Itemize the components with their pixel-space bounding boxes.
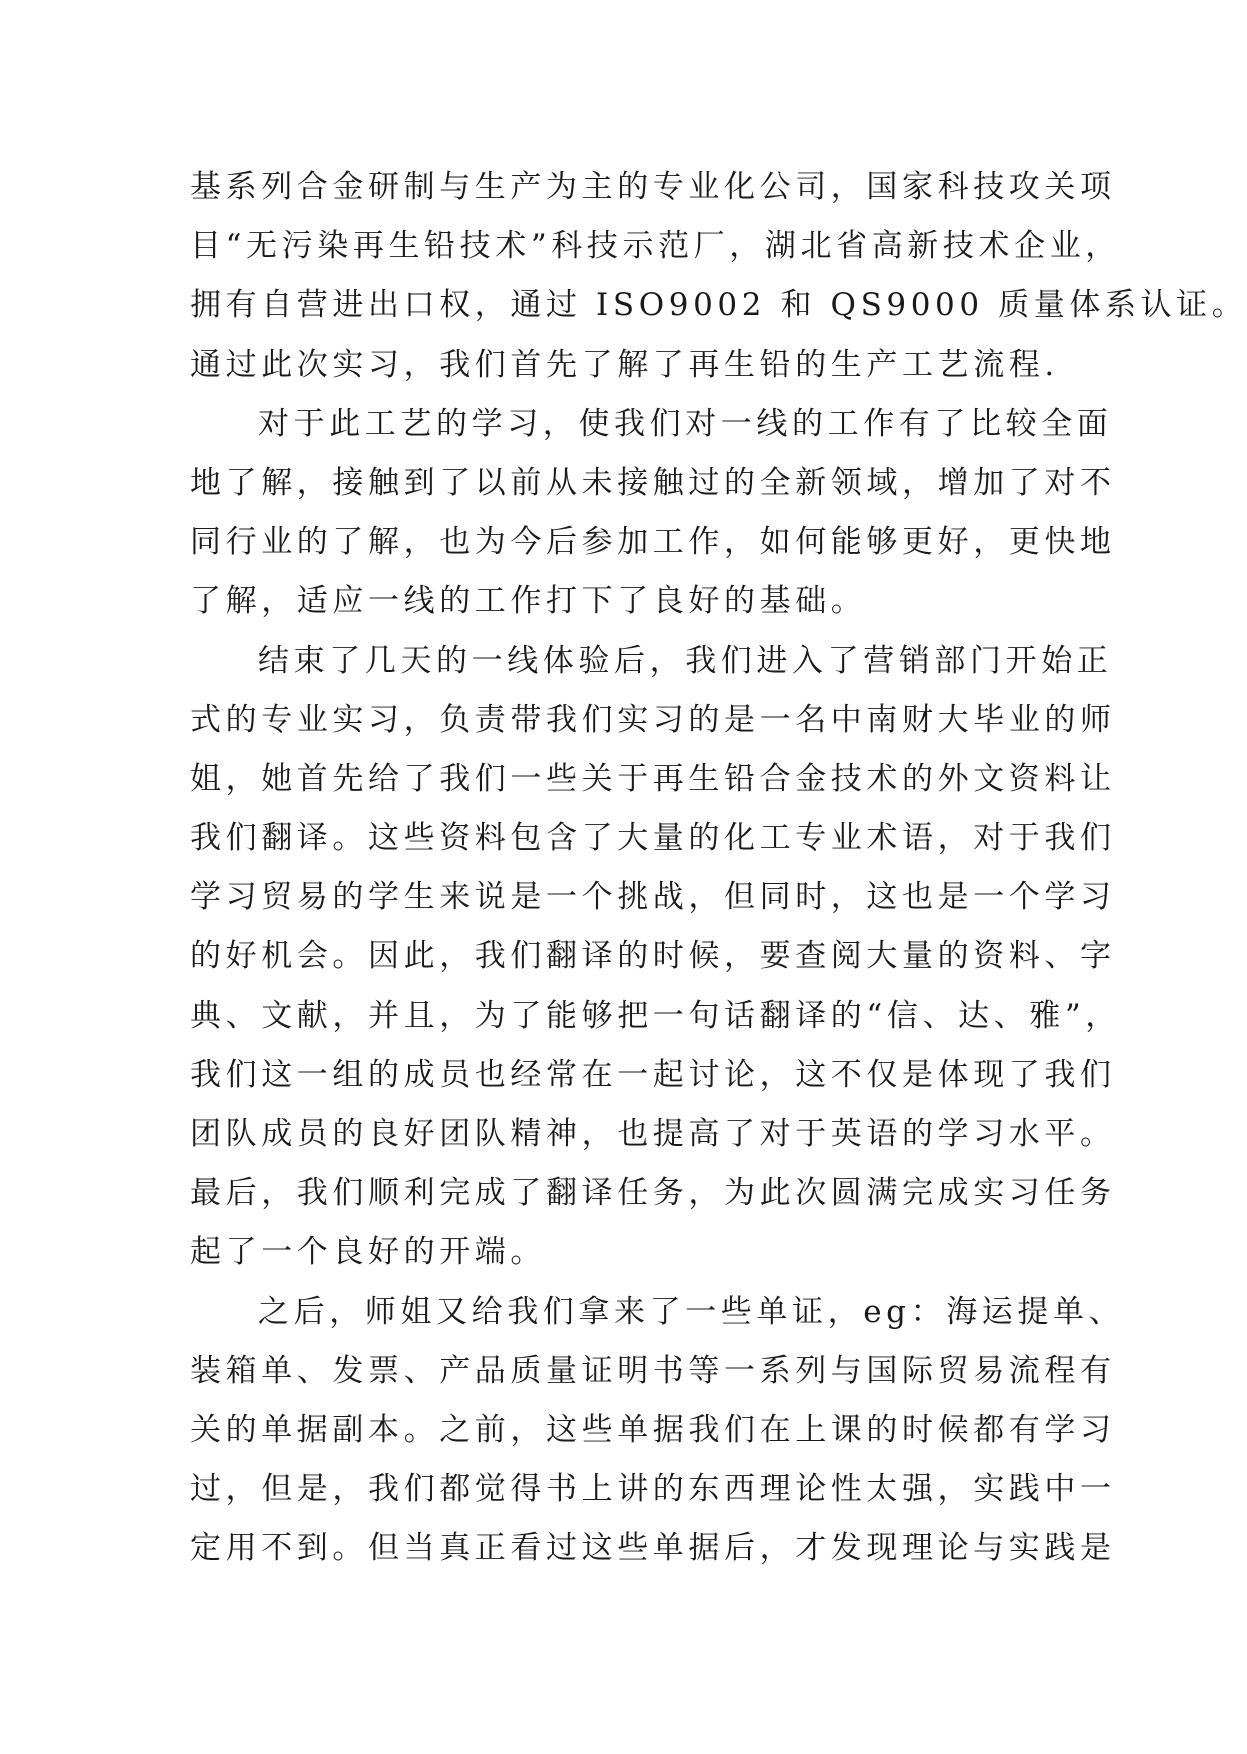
text-line: 目“无污染再生铅技术”科技示范厂，湖北省高新技术企业，	[190, 228, 1121, 265]
text-line: 对于此工艺的学习，使我们对一线的工作有了比较全面	[258, 405, 1113, 442]
text-line: 结束了几天的一线体验后，我们进入了营销部门开始正	[258, 642, 1113, 679]
text-line: 的好机会。因此，我们翻译的时候，要查阅大量的资料、字	[190, 938, 1116, 975]
text-line: 了解，适应一线的工作打下了良好的基础。	[190, 583, 867, 620]
text-line: 最后，我们顺利完成了翻译任务，为此次圆满完成实习任务	[190, 1175, 1116, 1212]
text-line: 关的单据副本。之前，这些单据我们在上课的时候都有学习	[190, 1411, 1116, 1448]
text-line: 装箱单、发票、产品质量证明书等一系列与国际贸易流程有	[190, 1352, 1116, 1389]
text-line: 基系列合金研制与生产为主的专业化公司，国家科技攻关项	[190, 169, 1116, 205]
text-line: 典、文献，并且，为了能够把一句话翻译的“信、达、雅”，	[190, 997, 1121, 1034]
body-text	[190, 158, 1247, 1579]
text-line: 我们翻译。这些资料包含了大量的化工专业术语，对于我们	[190, 820, 1116, 857]
text-line: 学习贸易的学生来说是一个挑战，但同时，这也是一个学习	[190, 879, 1116, 916]
text-line: 姐，她首先给了我们一些关于再生铅合金技术的外文资料让	[190, 760, 1116, 797]
text-line: 同行业的了解，也为今后参加工作，如何能够更好，更快地	[190, 524, 1116, 561]
text-line: 团队成员的良好团队精神，也提高了对于英语的学习水平。	[190, 1116, 1116, 1152]
text-line: 之后，师姐又给我们拿来了一些单证，eg：海运提单、	[258, 1293, 1125, 1330]
text-line: 式的专业实习，负责带我们实习的是一名中南财大毕业的师	[190, 701, 1116, 738]
text-line: 过，但是，我们都觉得书上讲的东西理论性太强，实践中一	[190, 1471, 1116, 1508]
text-line: 地了解，接触到了以前从未接触过的全新领域，增加了对不	[190, 464, 1116, 501]
text-line: 起了一个良好的开端。	[190, 1234, 546, 1271]
text-line: 我们这一组的成员也经常在一起讨论，这不仅是体现了我们	[190, 1056, 1116, 1093]
text-line: 通过此次实习，我们首先了解了再生铅的生产工艺流程.	[190, 346, 1059, 383]
text-line: 定用不到。但当真正看过这些单据后，才发现理论与实践是	[190, 1530, 1116, 1567]
text-line: 拥有自营进出口权，通过 ISO9002 和 QS9000 质量体系认证。	[190, 287, 1247, 324]
